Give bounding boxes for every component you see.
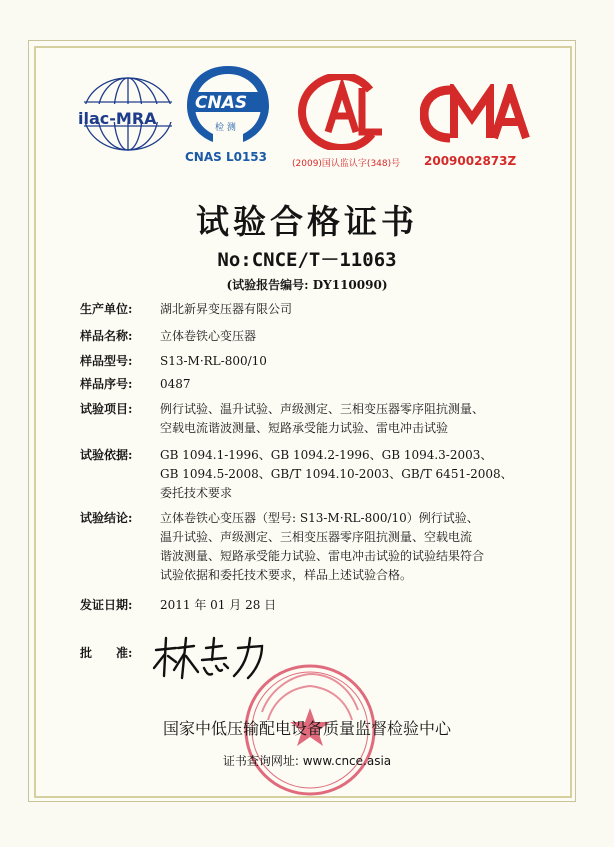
field-value-line: 湖北新昇变压器有限公司 — [160, 302, 293, 316]
field-value-line: 立体卷铁心变压器（型号: S13-M·RL-800/10）例行试验、 — [160, 511, 479, 525]
cnas-logo-text: CNAS — [195, 93, 248, 113]
field-value-line: 委托技术要求 — [160, 486, 233, 500]
field-label: 样品序号: — [80, 377, 133, 391]
field-value — [160, 375, 560, 394]
cnas-subtext: 检 测 — [215, 123, 236, 133]
cnas-number: CNAS L0153 — [185, 150, 268, 164]
ilac-mra-logo — [78, 72, 178, 162]
cal-logo — [292, 74, 401, 169]
field-label: 发证日期: — [80, 598, 133, 612]
field-value-line: 温升试验、声级测定、三相变压器零序阻抗测量、空载电流 — [160, 530, 473, 544]
field-value — [160, 300, 560, 319]
field-value — [160, 400, 560, 438]
field-value — [160, 352, 560, 371]
cnas-logo — [183, 62, 273, 164]
field-value — [160, 509, 560, 585]
field-value-line: 例行试验、温升试验、声级测定、三相变压器零序阻抗测量、 — [160, 402, 485, 416]
field-value — [160, 446, 560, 503]
cal-caption: (2009)国认监认字(348)号 — [292, 159, 401, 169]
certificate-number: No:CNCE/T－11063 — [217, 249, 397, 271]
field-value-line: GB 1094.1-1996、GB 1094.2-1996、GB 1094.3-2003、 — [160, 448, 493, 462]
field-label: 生产单位: — [80, 302, 133, 316]
ilac-logo-text: ilac-MRA — [78, 109, 157, 128]
field-value — [160, 327, 560, 346]
footer-organization: 国家中低压输配电设备质量监督检验中心 — [162, 719, 451, 738]
field-value-line: 空载电流谐波测量、短路承受能力试验、雷电冲击试验 — [160, 421, 449, 435]
field-value-line: GB 1094.5-2008、GB/T 1094.10-2003、GB/T 6451-2008、 — [160, 467, 513, 481]
field-value-line: 谐波测量、短路承受能力试验、雷电冲击试验的试验结果符合 — [160, 549, 485, 563]
field-label: 样品名称: — [80, 329, 133, 343]
field-label: 试验依据: — [80, 448, 133, 462]
cma-number: 2009002873Z — [424, 154, 517, 168]
field-label: 批 准: — [80, 646, 133, 660]
field-value-line: 试验依据和委托技术要求，样品上述试验合格。 — [160, 568, 413, 582]
certificate-title: 试验合格证书 — [196, 202, 418, 241]
field-label: 样品型号: — [80, 354, 133, 368]
field-value-line: 2011 年 01 月 28 日 — [160, 598, 277, 612]
field-value-line: S13-M·RL-800/10 — [160, 354, 267, 368]
field-value — [160, 596, 560, 615]
field-value-line: 立体卷铁心变压器 — [160, 329, 257, 343]
cma-logo — [420, 84, 530, 168]
field-value-line: 0487 — [160, 377, 191, 391]
report-number: (试验报告编号: DY110090) — [226, 278, 388, 292]
field-label: 试验结论: — [80, 511, 133, 525]
field-label: 试验项目: — [80, 402, 133, 416]
footer-query-url: 证书查询网址: www.cnce.asia — [222, 754, 392, 768]
